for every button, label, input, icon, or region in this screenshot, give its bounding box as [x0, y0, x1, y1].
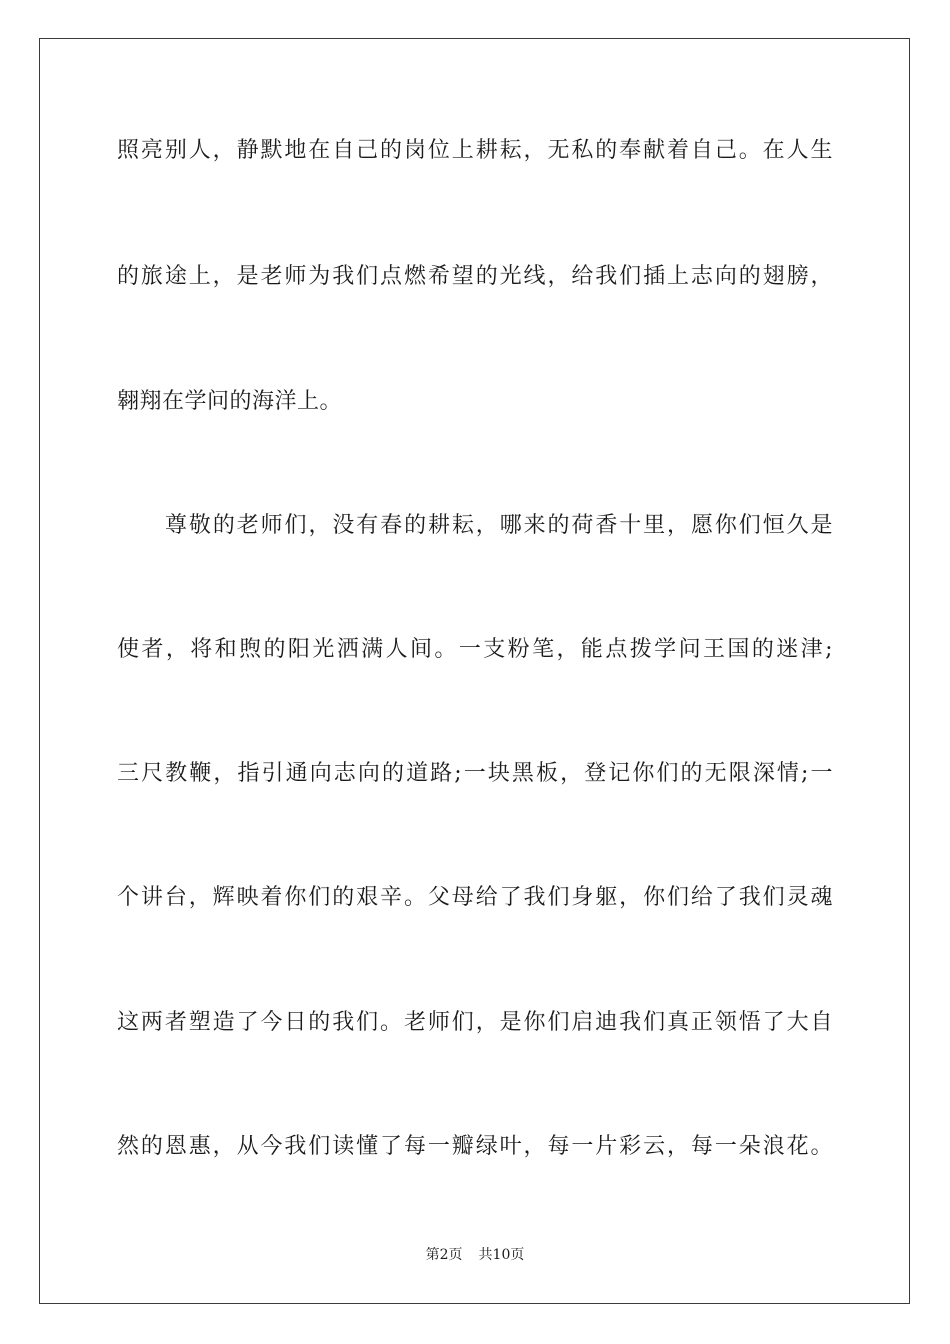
- paragraph-line: 尊敬的老师们，没有春的耕耘，哪来的荷香十里，愿你们恒久是: [165, 513, 833, 538]
- paragraph-line: 的旅途上，是老师为我们点燃希望的光线，给我们插上志向的翅膀，: [117, 264, 833, 289]
- paragraph-line: 使者，将和煦的阳光洒满人间。一支粉笔，能点拨学问王国的迷津;: [117, 637, 833, 662]
- page-number: 第2页: [425, 1247, 463, 1263]
- paragraph-line: 这两者塑造了今日的我们。老师们，是你们启迪我们真正领悟了大自: [117, 1010, 833, 1035]
- paragraph-line: 翱翔在学问的海洋上。: [117, 389, 343, 414]
- paragraph-line: 三尺教鞭，指引通向志向的道路;一块黑板，登记你们的无限深情;一: [117, 761, 833, 786]
- page-frame: [39, 38, 910, 1304]
- page-total: 共10页: [478, 1247, 525, 1263]
- page-footer: [0, 1246, 950, 1264]
- paragraph-line: 个讲台，辉映着你们的艰辛。父母给了我们身躯，你们给了我们灵魂: [117, 885, 833, 910]
- paragraph-line: 然的恩惠，从今我们读懂了每一瓣绿叶，每一片彩云，每一朵浪花。: [117, 1134, 833, 1159]
- paragraph-line: 照亮别人，静默地在自己的岗位上耕耘，无私的奉献着自己。在人生: [117, 138, 833, 163]
